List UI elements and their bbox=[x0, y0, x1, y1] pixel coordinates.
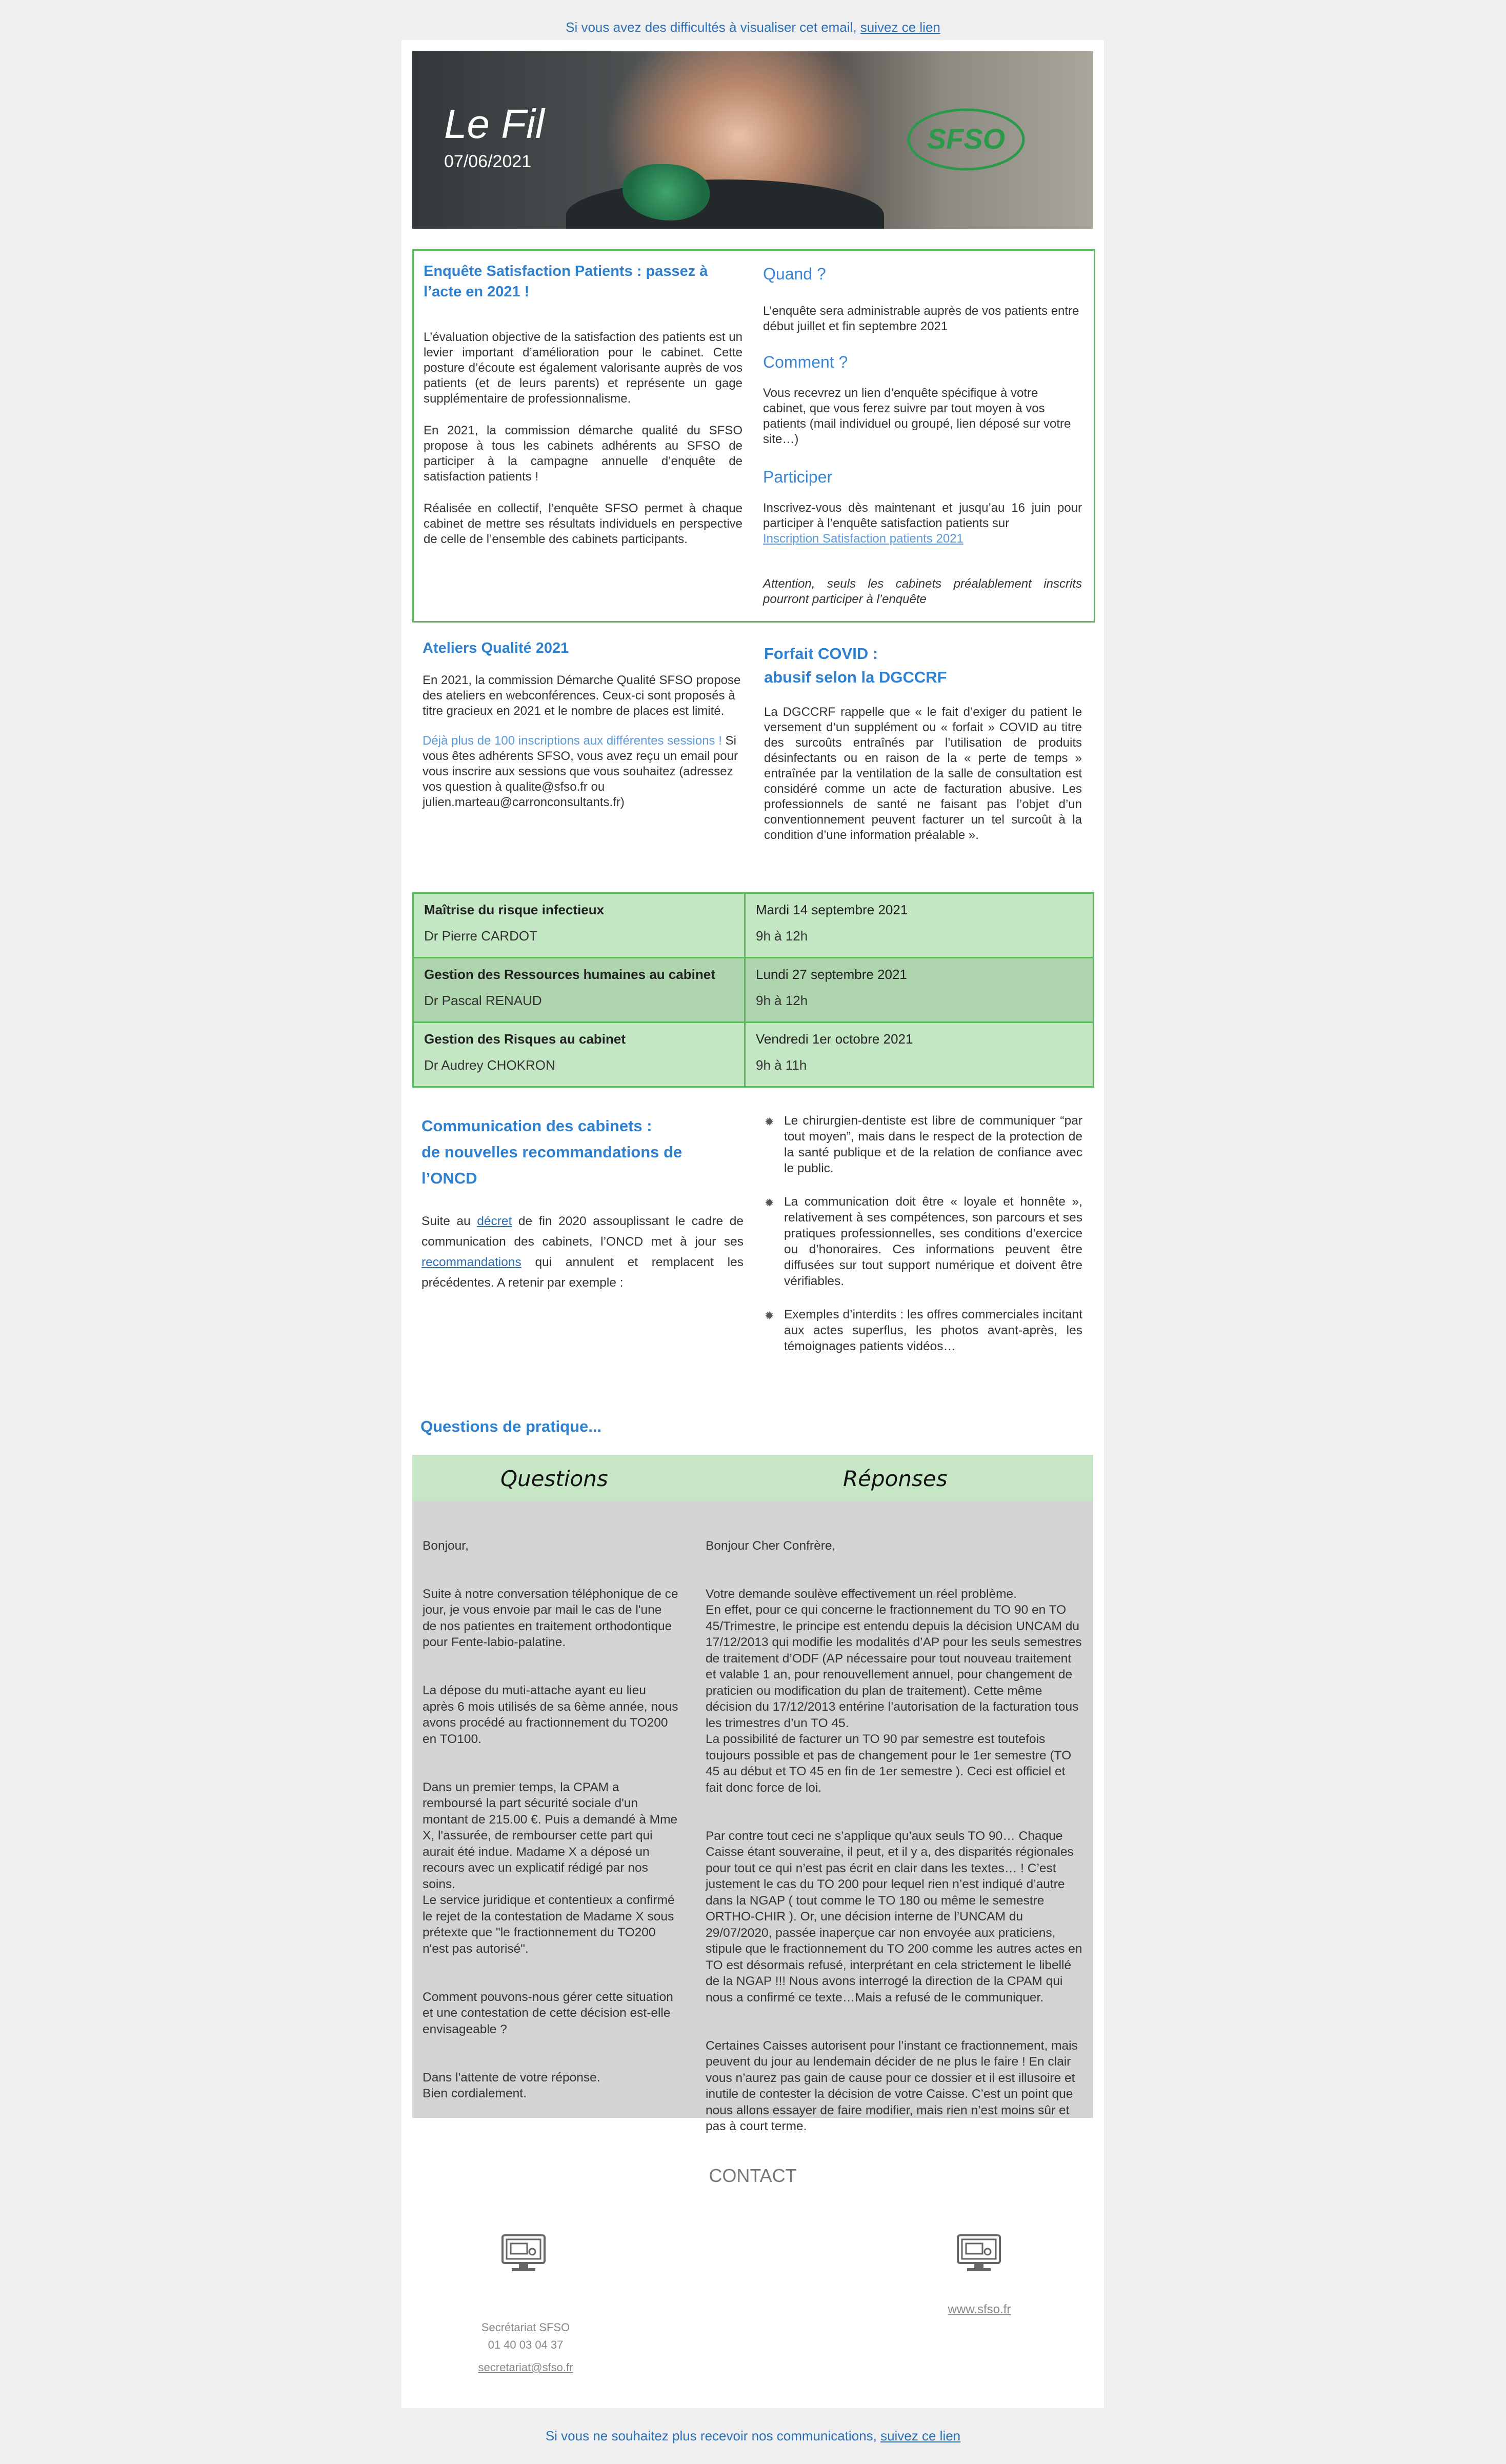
schedule-row bbox=[413, 958, 1094, 1023]
bullet-text: La communication doit être « loyale et honnête », relativement à ses compétences, son parcours et ses pratiques professionnelles, ses conditions d’exercice ou d’honoraires. Ces informations peuvent être diffusées sur tout support numérique et doivent être vérifiables. bbox=[784, 1195, 1082, 1288]
list-item bbox=[765, 1194, 1082, 1289]
bullet-icon: ✹ bbox=[765, 1115, 774, 1128]
question-paragraph: Bonjour, bbox=[423, 1538, 469, 1553]
schedule-date-cell bbox=[745, 958, 1094, 1023]
covid-title bbox=[764, 642, 947, 689]
secretariat-contact bbox=[415, 2319, 636, 2376]
answers-header: Réponses bbox=[843, 1466, 948, 1491]
participer-sentence: Inscrivez-vous dès maintenant et jusqu’au 16 juin pour participer à l’enquête satisfaction patients sur bbox=[763, 501, 1082, 530]
covid-title-line2: abusif selon la DGCCRF bbox=[764, 668, 947, 686]
schedule-date-cell bbox=[745, 1023, 1094, 1087]
question-paragraph: Suite à notre conversation téléphonique de ce jour, je vous envoie par mail le cas de l'une de nos patientes en traitement orthodontique pour Fente-labio-palatine. bbox=[423, 1587, 678, 1649]
computer-icon bbox=[956, 2233, 1002, 2274]
question-text bbox=[423, 1521, 679, 2118]
schedule-row bbox=[413, 1023, 1094, 1087]
ateliers-schedule-table bbox=[412, 892, 1094, 1088]
covid-title-line1: Forfait COVID : bbox=[764, 645, 878, 663]
schedule-time: 9h à 12h bbox=[756, 928, 808, 944]
communication-bullet-list bbox=[765, 1113, 1082, 1372]
survey-paragraph: Réalisée en collectif, l’enquête SFSO permet à chaque cabinet de mettre ses résultats individuels en perspective de celle de l’ensemble des cabinets participants. bbox=[424, 502, 742, 546]
comment-title: Comment ? bbox=[763, 353, 848, 371]
decret-link[interactable]: décret bbox=[477, 1214, 512, 1228]
list-item bbox=[765, 1307, 1082, 1354]
schedule-date: Vendredi 1er octobre 2021 bbox=[756, 1031, 913, 1047]
communication-text bbox=[421, 1211, 744, 1293]
view-online-link[interactable]: suivez ce lien bbox=[860, 19, 940, 35]
contact-title: CONTACT bbox=[709, 2165, 797, 2186]
banner-photo-shirt bbox=[566, 179, 884, 229]
communication-title-line3: l’ONCD bbox=[421, 1169, 477, 1187]
survey-paragraph: L’évaluation objective de la satisfaction des patients est un levier important d’amélioration pour le cabinet. Cette posture d’écoute est également valorisante auprès de vos patients (et de leurs parents) et représente un gage supplémentaire de professionnalisme. bbox=[424, 330, 742, 406]
schedule-time: 9h à 11h bbox=[756, 1057, 807, 1073]
view-online-notice bbox=[0, 19, 1506, 35]
ateliers-paragraph: En 2021, la commission Démarche Qualité SFSO propose des ateliers en webconférences. Ceux-ci sont proposés à titre gracieux en 2021 et le nombre de places est limité. bbox=[423, 673, 741, 718]
unsubscribe-notice bbox=[0, 2428, 1506, 2444]
questions-header: Questions bbox=[500, 1466, 608, 1491]
schedule-speaker: Dr Pascal RENAUD bbox=[424, 993, 542, 1008]
schedule-topic: Gestion des Risques au cabinet bbox=[424, 1031, 626, 1047]
sfso-logo-text: SFSO bbox=[927, 123, 1006, 155]
ateliers-text bbox=[423, 673, 744, 810]
communication-text-part: de fin 2020 assouplissant le cadre de communication des cabinets, l’ONCD met à jour ses bbox=[421, 1214, 744, 1249]
secretariat-email-link[interactable]: secretariat@sfso.fr bbox=[478, 2361, 573, 2374]
survey-title bbox=[424, 261, 741, 302]
survey-signup-link[interactable]: Inscription Satisfaction patients 2021 bbox=[763, 532, 963, 546]
covid-text: La DGCCRF rappelle que « le fait d’exiger du patient le versement d’un supplément ou « forfait » COVID au titre des surcoûts entraînés par l’utilisation de produits désinfectants ou en raison de la « perte de temps » entraînée par la ventilation de la salle de consultation est considéré comme un acte de facturation abusive. Les professionnels de santé ne faisant pas l’objet d’un conventionnement peuvent facturer un tel surcoût à la condition d’une information préalable ». bbox=[764, 705, 1082, 842]
newsletter-title: Le Fil bbox=[444, 101, 545, 147]
survey-attention-note: Attention, seuls les cabinets préalablement inscrits pourront participer à l’enquête bbox=[763, 577, 1082, 606]
schedule-time: 9h à 12h bbox=[756, 993, 808, 1008]
schedule-speaker: Dr Audrey CHOKRON bbox=[424, 1057, 555, 1073]
schedule-topic-cell bbox=[413, 893, 745, 958]
ateliers-paragraph-rest: Si vous êtes adhérents SFSO, vous avez reçu un email pour vous inscrire aux sessions que vous souhaitez (adressez vos question à qualite@sfso.fr ou julien.marteau@carronconsultants.fr) bbox=[423, 734, 738, 809]
qa-body bbox=[412, 1501, 1093, 2133]
website-link[interactable]: www.sfso.fr bbox=[948, 2302, 1011, 2316]
sfso-logo bbox=[905, 103, 1028, 174]
survey-intro bbox=[424, 330, 742, 547]
schedule-topic-cell bbox=[413, 1023, 745, 1087]
newsletter-date: 07/06/2021 bbox=[444, 152, 532, 171]
schedule-topic: Maîtrise du risque infectieux bbox=[424, 902, 605, 917]
schedule-date: Lundi 27 septembre 2021 bbox=[756, 967, 907, 982]
computer-icon bbox=[500, 2233, 547, 2274]
schedule-topic-cell bbox=[413, 958, 745, 1023]
header-banner bbox=[412, 51, 1093, 229]
comment-text: Vous recevrez un lien d’enquête spécifique à votre cabinet, que vous ferez suivre par tout moyen à vos patients (mail individuel ou groupé, lien déposé sur votre site…) bbox=[763, 386, 1071, 446]
survey-title-line2: l’acte en 2021 ! bbox=[424, 284, 530, 300]
view-online-text: Si vous avez des difficultés à visualiser cet email, bbox=[566, 19, 860, 35]
answer-paragraph: Par contre tout ceci ne s’applique qu’aux seuls TO 90… Chaque Caisse étant souveraine, il peut, et il y a, des disparités régionales pour tout ce qui n’est pas écrit en clair dans les textes… ! C’est justement le cas du TO 200 pour lequel rien n’est indiqué d’autre dans la NGAP ( tout comme le TO 180 ou même le semestre ORTHO-CHIR ). Or, une décision interne de l’UNCAM du 29/07/2020, passée inaperçue car non envoyée aux praticiens, stipule que le fractionnement du TO 200 comme les autres actes en TO est désormais refusé, interprétant en cela strictement le libellé de la NGAP !!! Nous avons interrogé la direction de la CPAM qui nous a confirmé ce texte…Mais a refusé de le communiquer. bbox=[706, 1829, 1082, 2005]
question-paragraph: Dans l'attente de votre réponse. Bien cordialement. bbox=[423, 2070, 600, 2100]
schedule-date: Mardi 14 septembre 2021 bbox=[756, 902, 908, 917]
communication-title-line2: de nouvelles recommandations de bbox=[421, 1143, 682, 1161]
answer-text bbox=[706, 1521, 1085, 2151]
website-contact bbox=[882, 2302, 1077, 2317]
schedule-speaker: Dr Pierre CARDOT bbox=[424, 928, 538, 944]
schedule-date-cell bbox=[745, 893, 1094, 958]
participer-text bbox=[763, 500, 1082, 547]
communication-title bbox=[421, 1113, 682, 1191]
recommandations-link[interactable]: recommandations bbox=[421, 1255, 521, 1269]
unsubscribe-text: Si vous ne souhaitez plus recevoir nos communications, bbox=[545, 2428, 881, 2443]
question-paragraph: La dépose du muti-attache ayant eu lieu après 6 mois utilisés de sa 6ème année, nous avons procédé au fractionnement du TO200 en TO100. bbox=[423, 1684, 678, 1746]
ateliers-title: Ateliers Qualité 2021 bbox=[423, 640, 569, 656]
bullet-icon: ✹ bbox=[765, 1196, 774, 1209]
communication-text-part: qui annulent et remplacent les précédentes. A retenir par exemple : bbox=[421, 1255, 744, 1290]
survey-title-line1: Enquête Satisfaction Patients : passez à bbox=[424, 263, 708, 279]
ateliers-paragraph-2 bbox=[423, 733, 744, 810]
participer-title: Participer bbox=[763, 468, 833, 486]
schedule-row bbox=[413, 893, 1094, 958]
bullet-text: Le chirurgien-dentiste est libre de communiquer “par tout moyen”, mais dans le respect de la protection de la santé publique et de la relation de confiance avec le public. bbox=[784, 1114, 1082, 1175]
communication-text-part: Suite au bbox=[421, 1214, 477, 1228]
question-paragraph: Comment pouvons-nous gérer cette situation et une contestation de cette décision est-elle envisageable ? bbox=[423, 1990, 673, 2036]
schedule-topic: Gestion des Ressources humaines au cabinet bbox=[424, 967, 715, 982]
survey-paragraph: En 2021, la commission démarche qualité du SFSO propose à tous les cabinets adhérents au SFSO de participer à la campagne annuelle d’enquête de satisfaction patients ! bbox=[424, 424, 742, 484]
secretariat-name: Secrétariat SFSO bbox=[481, 2321, 570, 2334]
communication-title-line1: Communication des cabinets : bbox=[421, 1117, 652, 1135]
answer-paragraph: Certaines Caisses autorisent pour l’instant ce fractionnement, mais peuvent du jour au lendemain décider de ne plus le faire ! En clair vous n’aurez pas gain de cause pour ce dossier et il est illusoire et inutile de contester la décision de votre Caisse. C’est un point que nous allons essayer de faire modifier, mais rien n’est moins sûr et pas à court terme. bbox=[706, 2038, 1078, 2133]
answer-paragraph: Votre demande soulève effectivement un réel problème. En effet, pour ce qui concerne le fractionnement du TO 90 en TO 45/Trimestre, le principe est entendu depuis la décision UNCAM du 17/12/2013 qui modifie les modalités d’AP pour les seuls semestres de traitement d’ODF (AP nécessaire pour tout nouveau traitement et valable 1 an, pour renouvellement annuel, pour changement de praticien ou modification du plan de traitement). Cette même décision du 17/12/2013 entérine l’autorisation de la facturation tous les trimestres d’un TO 45. La possibilité de facturer un TO 90 par semestre est toutefois toujours possible et pas de changement pour le 1er semestre (TO 45 au début et TO 45 en fin de 1er semestre ). Ceci est officiel et fait donc force de loi. bbox=[706, 1587, 1082, 1795]
bullet-icon: ✹ bbox=[765, 1309, 774, 1322]
ateliers-highlight: Déjà plus de 100 inscriptions aux différentes sessions ! bbox=[423, 734, 722, 748]
question-paragraph: Dans un premier temps, la CPAM a remboursé la part sécurité sociale d'un montant de 215.00 €. Puis a demandé à Mme X, l'assurée, de rembourser cette part qui aurait été indue. Madame X a déposé un recours avec un explicatif rédigé par nos soins. Le service juridique et contentieux a confirmé le rejet de la contestation de Madame X sous prétexte que "le fractionnement du TO200 n'est pas autorisé". bbox=[423, 1780, 678, 1956]
answer-paragraph: Bonjour Cher Confrère, bbox=[706, 1538, 836, 1553]
quand-title: Quand ? bbox=[763, 265, 826, 283]
secretariat-phone: 01 40 03 04 37 bbox=[488, 2338, 564, 2351]
quand-text: L’enquête sera administrable auprès de vos patients entre début juillet et fin septembre 2021 bbox=[763, 304, 1079, 333]
bullet-text: Exemples d’interdits : les offres commerciales incitant aux actes superflus, les photos avant-après, les témoignages patients vidéos… bbox=[784, 1308, 1082, 1353]
list-item bbox=[765, 1113, 1082, 1176]
unsubscribe-link[interactable]: suivez ce lien bbox=[880, 2428, 961, 2443]
qa-section-title: Questions de pratique... bbox=[420, 1417, 602, 1435]
qa-header bbox=[412, 1455, 1093, 1501]
